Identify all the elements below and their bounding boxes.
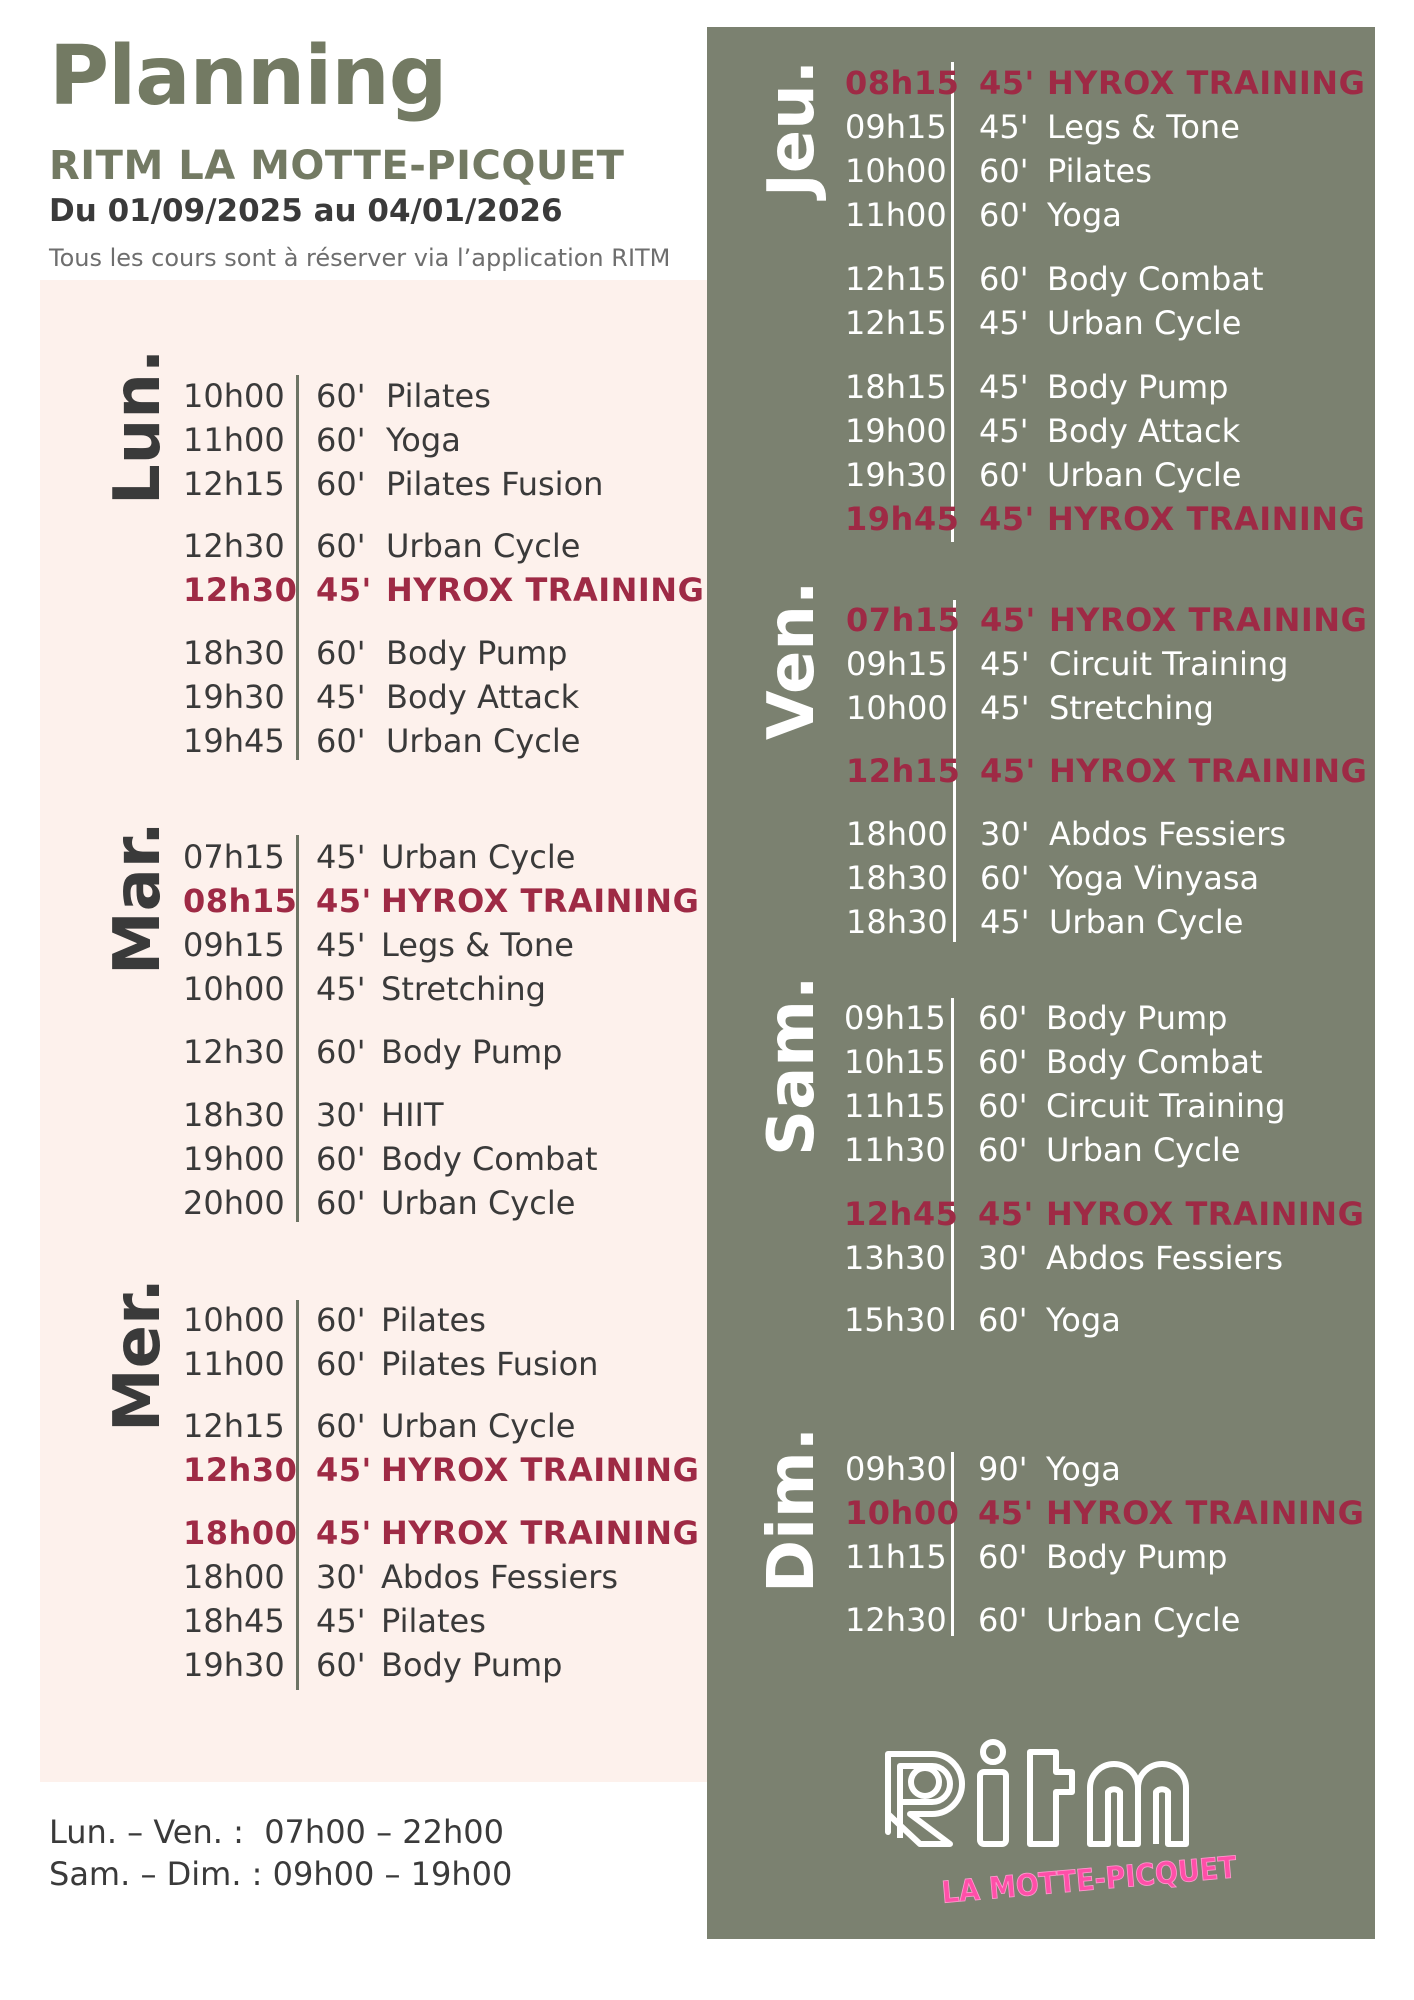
class-duration: 60' — [978, 1131, 1028, 1169]
class-time: 09h15 — [845, 108, 947, 146]
class-duration: 60' — [978, 1538, 1028, 1576]
class-time: 18h30 — [183, 1096, 285, 1134]
class-time: 19h30 — [183, 678, 285, 716]
class-name: Abdos Fessiers — [1049, 815, 1287, 853]
schedule-period: Du 01/09/2025 au 04/01/2026 — [49, 193, 563, 229]
class-name: Pilates — [381, 1301, 486, 1339]
class-name: Circuit Training — [1049, 645, 1289, 683]
class-row — [0, 411, 1414, 451]
class-duration: 60' — [978, 1087, 1028, 1125]
class-name: Body Combat — [381, 1140, 598, 1178]
class-time: 19h30 — [183, 1646, 285, 1684]
class-duration: 45' — [979, 368, 1029, 406]
class-name: Stretching — [381, 970, 546, 1008]
class-time: 11h15 — [844, 1087, 946, 1125]
class-row — [0, 195, 1414, 235]
class-duration: 60' — [978, 999, 1028, 1037]
class-time: 19h45 — [845, 500, 960, 538]
class-duration: 60' — [316, 527, 366, 565]
class-row-highlighted — [0, 1194, 1414, 1234]
class-name: HYROX TRAINING — [381, 882, 700, 920]
class-time: 19h30 — [845, 456, 947, 494]
class-time: 12h45 — [844, 1195, 959, 1233]
class-row — [0, 107, 1414, 147]
opening-hours-days: Sam. – Dim. : — [49, 1854, 263, 1893]
class-time: 09h15 — [846, 645, 948, 683]
class-duration: 60' — [316, 421, 366, 459]
class-name: Yoga — [1046, 1301, 1121, 1339]
class-duration: 60' — [316, 1033, 366, 1071]
class-duration: 45' — [316, 1514, 372, 1552]
class-time: 12h30 — [183, 1451, 298, 1489]
class-time: 10h00 — [846, 689, 948, 727]
class-name: Legs & Tone — [381, 926, 574, 964]
page-title: Planning — [49, 29, 447, 124]
class-duration: 60' — [979, 196, 1029, 234]
class-name: Body Combat — [1047, 260, 1264, 298]
class-name: Urban Cycle — [381, 1407, 576, 1445]
class-name: Yoga — [1046, 1450, 1121, 1488]
class-row — [0, 367, 1414, 407]
class-time: 11h30 — [844, 1131, 946, 1169]
class-row-highlighted — [0, 499, 1414, 539]
class-duration: 60' — [316, 634, 366, 672]
class-row-highlighted — [0, 600, 1414, 640]
class-name: HYROX TRAINING — [381, 1514, 700, 1552]
class-name: Urban Cycle — [381, 1184, 576, 1222]
class-row — [0, 259, 1414, 299]
class-time: 10h00 — [183, 1301, 285, 1339]
class-time: 18h30 — [846, 859, 948, 897]
class-time: 11h00 — [183, 1345, 285, 1383]
class-time: 10h00 — [845, 152, 947, 190]
class-time: 18h00 — [183, 1514, 298, 1552]
class-row — [0, 1449, 1414, 1489]
booking-note: Tous les cours sont à réserver via l’application RITM — [49, 244, 671, 272]
class-time: 15h30 — [844, 1301, 946, 1339]
day-label: Mer. — [101, 1278, 175, 1432]
class-duration: 30' — [980, 815, 1030, 853]
class-name: Urban Cycle — [386, 722, 581, 760]
class-name: Yoga Vinyasa — [1049, 859, 1260, 897]
logo-location-text: LA MOTTE-PICQUET — [940, 1850, 1239, 1911]
class-name: Urban Cycle — [1047, 304, 1242, 342]
class-name: HYROX TRAINING — [1049, 752, 1368, 790]
class-name: Abdos Fessiers — [381, 1558, 619, 1596]
class-duration: 60' — [316, 1646, 366, 1684]
class-name: Legs & Tone — [1047, 108, 1240, 146]
class-duration: 60' — [316, 1301, 366, 1339]
class-time: 18h30 — [183, 634, 285, 672]
class-time: 13h30 — [844, 1239, 946, 1277]
class-duration: 60' — [316, 1140, 366, 1178]
class-name: Yoga — [386, 421, 461, 459]
day-label: Dim. — [755, 1426, 829, 1593]
class-row — [0, 688, 1414, 728]
class-row — [0, 902, 1414, 942]
class-name: Urban Cycle — [1047, 456, 1242, 494]
class-duration: 45' — [980, 752, 1036, 790]
class-name: Pilates — [1047, 152, 1152, 190]
class-duration: 60' — [979, 152, 1029, 190]
class-time: 18h45 — [183, 1602, 285, 1640]
class-time: 12h15 — [845, 304, 947, 342]
class-time: 18h00 — [183, 1558, 285, 1596]
class-name: Urban Cycle — [1049, 903, 1244, 941]
class-time: 10h00 — [183, 970, 285, 1008]
class-row — [0, 814, 1414, 854]
class-duration: 45' — [316, 1602, 366, 1640]
class-name: Body Pump — [381, 1646, 563, 1684]
class-name: HYROX TRAINING — [1047, 64, 1366, 102]
class-name: Body Pump — [1047, 368, 1229, 406]
class-duration: 45' — [980, 645, 1030, 683]
class-name: Abdos Fessiers — [1046, 1239, 1284, 1277]
class-duration: 60' — [316, 1345, 366, 1383]
class-row — [0, 1130, 1414, 1170]
class-row — [0, 1300, 1414, 1340]
class-duration: 45' — [979, 412, 1029, 450]
day-label: Sam. — [755, 975, 829, 1156]
opening-hours-time: 07h00 – 22h00 — [264, 1813, 504, 1851]
opening-hours-time: 09h00 – 19h00 — [272, 1854, 513, 1893]
class-duration: 45' — [316, 882, 372, 920]
class-name: Pilates Fusion — [381, 1345, 599, 1383]
class-duration: 60' — [978, 1043, 1028, 1081]
class-time: 12h30 — [183, 527, 285, 565]
class-time: 11h00 — [183, 421, 285, 459]
class-duration: 45' — [979, 64, 1035, 102]
class-row-highlighted — [0, 751, 1414, 791]
class-name: Body Combat — [1046, 1043, 1263, 1081]
class-name: Pilates — [381, 1602, 486, 1640]
class-name: Pilates Fusion — [386, 465, 604, 503]
class-time: 12h15 — [845, 260, 947, 298]
class-name: Body Pump — [381, 1033, 563, 1071]
class-name: Circuit Training — [1046, 1087, 1286, 1125]
class-row — [0, 1600, 1414, 1640]
class-duration: 45' — [316, 838, 366, 876]
class-row — [0, 1406, 1414, 1446]
class-row — [0, 998, 1414, 1038]
class-name: Body Pump — [1046, 1538, 1228, 1576]
class-name: HYROX TRAINING — [1046, 1494, 1365, 1532]
class-name: Urban Cycle — [1046, 1131, 1241, 1169]
class-row — [0, 858, 1414, 898]
class-time: 12h30 — [183, 1033, 285, 1071]
class-name: Urban Cycle — [386, 527, 581, 565]
class-row — [0, 644, 1414, 684]
class-time: 12h15 — [183, 1407, 285, 1445]
class-row — [0, 1238, 1414, 1278]
class-name: HYROX TRAINING — [1049, 601, 1368, 639]
class-time: 19h00 — [183, 1140, 285, 1178]
class-time: 07h15 — [846, 601, 961, 639]
class-name: HYROX TRAINING — [386, 571, 705, 609]
class-row — [0, 303, 1414, 343]
class-time: 12h30 — [845, 1601, 947, 1639]
class-duration: 45' — [979, 108, 1029, 146]
class-time: 12h15 — [183, 465, 285, 503]
class-time: 18h30 — [846, 903, 948, 941]
class-row — [0, 1537, 1414, 1577]
class-duration: 45' — [316, 970, 366, 1008]
class-time: 07h15 — [183, 838, 285, 876]
class-duration: 45' — [980, 601, 1036, 639]
class-name: HYROX TRAINING — [381, 1451, 700, 1489]
day-label: Jeu. — [755, 59, 829, 197]
class-name: Yoga — [1047, 196, 1122, 234]
class-duration: 60' — [979, 260, 1029, 298]
class-name: Stretching — [1049, 689, 1214, 727]
class-row — [0, 1645, 1414, 1685]
class-time: 18h15 — [845, 368, 947, 406]
class-name: Body Attack — [386, 678, 580, 716]
opening-hours-days: Lun. – Ven. : — [49, 1813, 244, 1851]
class-duration: 45' — [316, 1451, 372, 1489]
class-duration: 60' — [979, 456, 1029, 494]
class-time: 10h00 — [183, 377, 285, 415]
class-duration: 90' — [978, 1450, 1028, 1488]
class-duration: 45' — [316, 678, 366, 716]
day-label: Lun. — [101, 348, 175, 505]
opening-hours — [49, 1812, 512, 1895]
class-name: Pilates — [386, 377, 491, 415]
class-duration: 45' — [980, 903, 1030, 941]
class-time: 08h15 — [845, 64, 960, 102]
class-duration: 45' — [978, 1195, 1034, 1233]
class-time: 18h00 — [846, 815, 948, 853]
class-time: 12h15 — [846, 752, 961, 790]
class-time: 20h00 — [183, 1184, 285, 1222]
class-time: 11h15 — [845, 1538, 947, 1576]
class-time: 10h15 — [844, 1043, 946, 1081]
class-row — [0, 1344, 1414, 1384]
class-name: Body Pump — [1046, 999, 1228, 1037]
class-duration: 30' — [316, 1558, 366, 1596]
class-duration: 60' — [316, 377, 366, 415]
class-name: Body Attack — [1047, 412, 1241, 450]
class-time: 09h30 — [845, 1450, 947, 1488]
class-duration: 45' — [316, 926, 366, 964]
class-duration: 60' — [316, 1407, 366, 1445]
class-duration: 45' — [979, 500, 1035, 538]
studio-name: RITM LA MOTTE-PICQUET — [49, 143, 625, 189]
class-time: 19h00 — [845, 412, 947, 450]
class-name: Urban Cycle — [381, 838, 576, 876]
class-row — [0, 455, 1414, 495]
class-duration: 45' — [316, 571, 372, 609]
class-name: HYROX TRAINING — [1046, 1195, 1365, 1233]
class-time: 12h30 — [183, 571, 298, 609]
class-name: HIIT — [381, 1096, 444, 1134]
class-duration: 60' — [980, 859, 1030, 897]
class-time: 08h15 — [183, 882, 298, 920]
class-duration: 60' — [316, 1184, 366, 1222]
class-time: 09h15 — [183, 926, 285, 964]
class-time: 10h00 — [845, 1494, 960, 1532]
class-time: 09h15 — [844, 999, 946, 1037]
day-label: Mar. — [101, 821, 175, 975]
class-row — [0, 151, 1414, 191]
class-duration: 30' — [316, 1096, 366, 1134]
class-duration: 60' — [316, 465, 366, 503]
class-name: HYROX TRAINING — [1047, 500, 1366, 538]
ritm-logo — [880, 1732, 1240, 1912]
class-name: Urban Cycle — [1046, 1601, 1241, 1639]
day-label: Ven. — [755, 580, 829, 740]
class-duration: 30' — [978, 1239, 1028, 1277]
class-name: Body Pump — [386, 634, 568, 672]
class-row-highlighted — [0, 1493, 1414, 1533]
opening-hours-weekend — [49, 1854, 512, 1896]
class-time: 19h45 — [183, 722, 285, 760]
class-duration: 60' — [316, 722, 366, 760]
class-time: 11h00 — [845, 196, 947, 234]
class-row — [0, 1086, 1414, 1126]
class-row-highlighted — [0, 63, 1414, 103]
class-duration: 45' — [979, 304, 1029, 342]
class-duration: 45' — [978, 1494, 1034, 1532]
class-duration: 60' — [978, 1601, 1028, 1639]
class-duration: 45' — [980, 689, 1030, 727]
class-duration: 60' — [978, 1301, 1028, 1339]
opening-hours-weekdays — [49, 1812, 512, 1854]
class-row — [0, 1042, 1414, 1082]
